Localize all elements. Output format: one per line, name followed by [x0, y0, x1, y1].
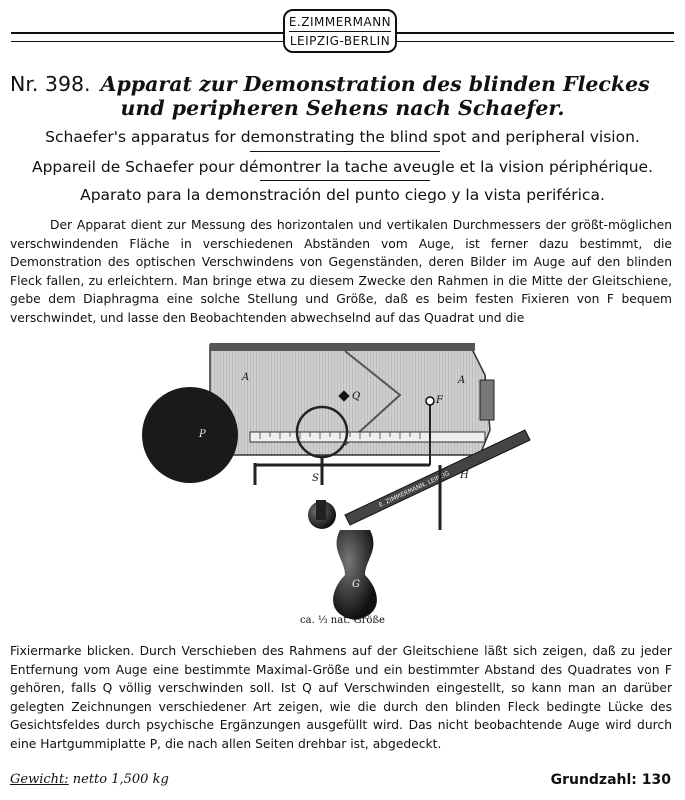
subtitle-english: Schaefer's apparatus for demonstrating the blind spot and peripheral vision. — [45, 128, 640, 146]
label-g: G — [352, 579, 360, 590]
label-p: P — [199, 429, 206, 440]
label-a-right: A — [458, 375, 466, 386]
separator — [250, 151, 440, 152]
brand-cities: LEIPZIG-BERLIN — [289, 31, 391, 48]
weight-value: netto 1,500 kg — [72, 772, 169, 787]
brand-name: E.ZIMMERMANN — [288, 15, 392, 29]
title-line2: und peripheren Sehens nach Schaefer. — [120, 96, 565, 120]
apparatus-illustration — [130, 335, 540, 625]
figure-caption: ca. ⅓ nat. Größe — [300, 615, 385, 626]
page-title — [10, 72, 675, 120]
item-number: Nr. 398. — [10, 72, 91, 96]
title-line1: Apparat zur Demonstration des blinden Fleckes — [100, 72, 650, 96]
brand-badge — [283, 9, 397, 53]
weight-info — [10, 772, 169, 787]
label-a-left: A — [242, 372, 250, 383]
label-q: Q — [352, 391, 361, 402]
description-paragraph-2: Fixiermarke blicken. Durch Verschieben des Rahmens auf der Gleitschiene läßt sich zeigen, daß zu jeder Entfernung vom Auge eine bestimmte Maximal-Größe und ein bestimmter Abstand des Quadrates von F gehören, falls Q völlig verschwinden soll. Ist Q auf Verschwinden eingestellt, so kann man an darüber gelegten Zeichnungen verschiedener Art zeigen, wie die durch den blinden Fleck bedingte Lücke des Gesichtsfeldes durch psychische Ergänzungen ausgefüllt wird. Das nicht beobachtende Auge wird durch eine Hartgummiplatte P, die nach allen Seiten drehbar ist, abgedeckt. — [10, 644, 672, 751]
grundzahl: Grundzahl: 130 — [550, 772, 671, 788]
rail-inscription: E. ZIMMERMANN, LEIPZIG — [377, 469, 451, 509]
weight-label: Gewicht: — [10, 772, 69, 787]
subtitle-spanish: Aparato para la demonstración del punto ciego y la vista periférica. — [80, 186, 605, 204]
label-h: H — [460, 470, 469, 481]
label-f: F — [436, 395, 443, 406]
subtitle-french: Appareil de Schaefer pour démontrer la tache aveugle et la vision périphérique. — [31, 158, 654, 176]
label-s: S — [312, 473, 319, 484]
separator — [260, 180, 430, 181]
description-paragraph-1: Der Apparat dient zur Messung des horizontalen und vertikalen Durchmessers der größt-möglichen verschwindenden Fläche in verschiedenen Abständen vom Auge, ist ferner dazu bestimmt, die Demonstration des optischen Verschwindens von Gegenständen, deren Bilder im Auge auf den blinden Fleck fallen, zu erleichtern. Man bringe etwa zu diesem Zwecke den Rahmen in die Mitte der Gleitschiene, gebe dem Diaphragma eine solche Stellung und Größe, daß es beim festen Fixieren von F bequem verschwindet, und lasse den Beobachtenden abwechselnd auf das Quadrat und die — [10, 218, 672, 325]
